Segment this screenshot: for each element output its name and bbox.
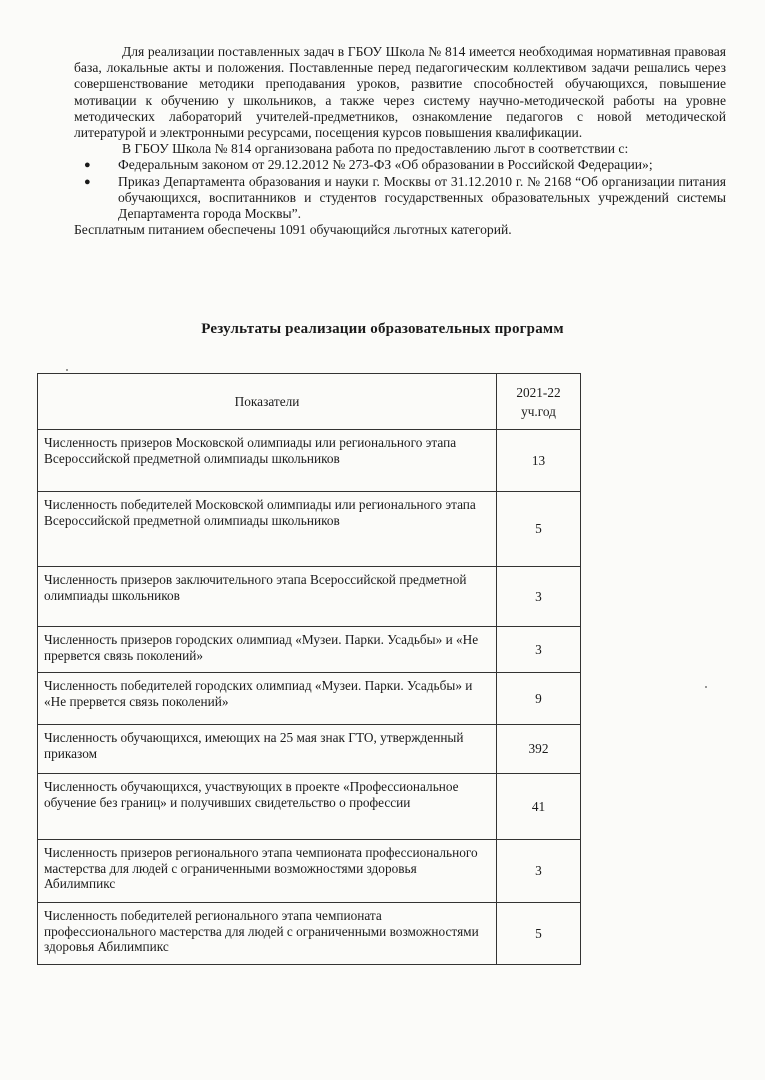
table-row (38, 840, 581, 903)
list-item: ● Приказ Департамента образования и науки г. Москвы от 31.12.2010 г. № 2168 “Об организации питания обучающихся, воспитанников и студентов государственных образовательных учреждений системы Департамента города Москвы”. (84, 174, 726, 223)
intro-paragraph-3: Бесплатным питанием обеспечены 1091 обучающийся льготных категорий. (74, 222, 512, 238)
results-table (37, 373, 581, 965)
table-row (38, 673, 581, 725)
row-value: 3 (497, 627, 581, 673)
row-value: 3 (497, 840, 581, 903)
header-year (497, 374, 581, 430)
header-indicator: Показатели (38, 374, 497, 430)
row-label: Численность победителей городских олимпиад «Музеи. Парки. Усадьбы» и «Не прервется связь поколений» (38, 673, 497, 725)
row-label: Численность победителей регионального этапа чемпионата профессионального мастерства для людей с ограниченными возможностями здоровья Абилимпикс (38, 903, 497, 965)
table-row (38, 492, 581, 567)
section-title: Результаты реализации образовательных программ (201, 321, 564, 337)
table-row (38, 627, 581, 673)
row-value: 5 (497, 903, 581, 965)
table-row (38, 774, 581, 840)
row-label: Численность призеров регионального этапа чемпионата профессионального мастерства для людей с ограниченными возможностями здоровья Абилимпикс (38, 840, 497, 903)
table-row (38, 725, 581, 774)
row-value: 392 (497, 725, 581, 774)
table-row (38, 903, 581, 965)
table-header-row (38, 374, 581, 430)
intro-paragraph-2: В ГБОУ Школа № 814 организована работа по предоставлению льгот в соответствии с: (122, 141, 629, 157)
row-label: Численность призеров заключительного этапа Всероссийской предметной олимпиады школьников (38, 567, 497, 627)
intro-section (74, 44, 726, 238)
row-label: Численность обучающихся, имеющих на 25 мая знак ГТО, утвержденный приказом (38, 725, 497, 774)
table-row (38, 567, 581, 627)
intro-paragraph-1: Для реализации поставленных задач в ГБОУ Школа № 814 имеется необходимая нормативная правовая база, локальные акты и положения. Поставленные перед педагогическим коллективом задачи решались через совершенствование методики преподавания уроков, развитие способностей обучающихся, повышение мотивации к обучению у школьников, а также через систему научно-методической работы на уровне методических лабораторий учителей-предметников, ознакомление педагогов с новой методической литературой и электронными ресурсами, посещения курсов повышения квалификации. (74, 44, 726, 141)
table-row (38, 430, 581, 492)
row-label: Численность призеров Московской олимпиады или регионального этапа Всероссийской предметной олимпиады школьников (38, 430, 497, 492)
row-value: 3 (497, 567, 581, 627)
scan-dust-mark (66, 369, 68, 371)
header-year-text: 2021-22 уч.год (516, 384, 561, 419)
row-value: 9 (497, 673, 581, 725)
list-item: ● Федеральным законом от 29.12.2012 № 273-ФЗ «Об образовании в Российской Федерации»; (84, 157, 726, 173)
scan-dust-mark (705, 686, 707, 688)
row-value: 5 (497, 492, 581, 567)
row-label: Численность призеров городских олимпиад «Музеи. Парки. Усадьбы» и «Не прервется связь поколений» (38, 627, 497, 673)
row-label: Численность победителей Московской олимпиады или регионального этапа Всероссийской предметной олимпиады школьников (38, 492, 497, 567)
benefits-basis-list (74, 157, 726, 222)
row-value: 41 (497, 774, 581, 840)
row-value: 13 (497, 430, 581, 492)
row-label: Численность обучающихся, участвующих в проекте «Профессиональное обучение без границ» и получивших свидетельство о профессии (38, 774, 497, 840)
